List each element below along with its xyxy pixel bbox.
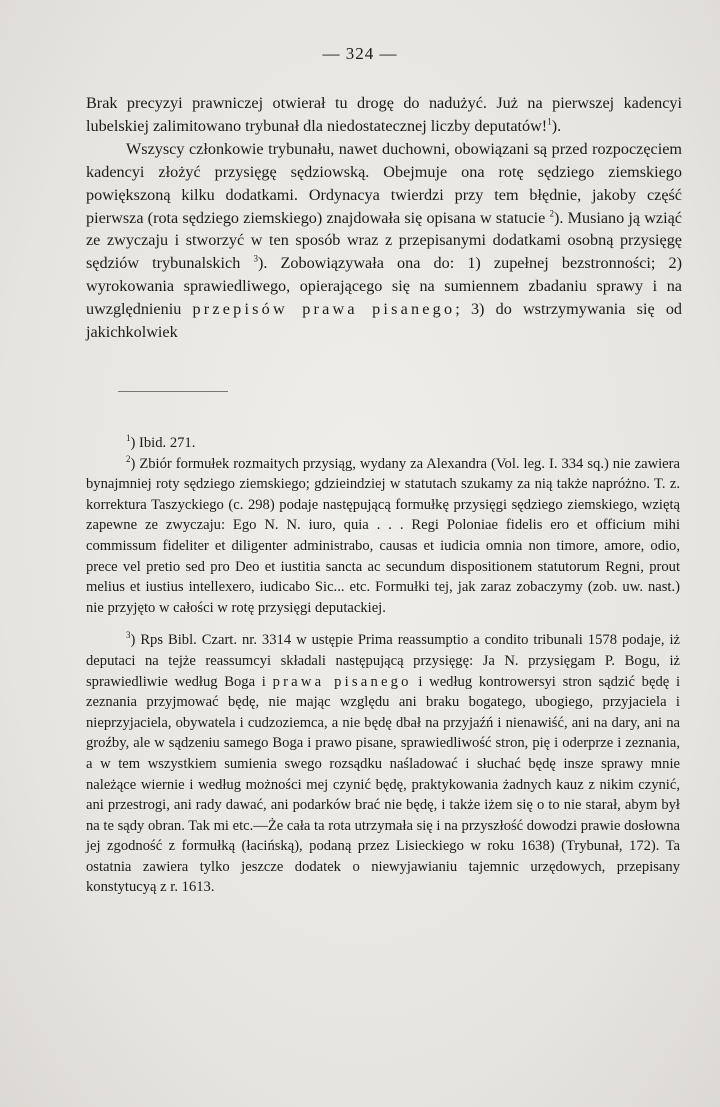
- footnote-1-text: ) Ibid. 271.: [130, 435, 196, 451]
- footnote-divider: [118, 391, 228, 392]
- footnote-1-mark: 1: [126, 433, 131, 444]
- footnote-3-spaced: prawa pisanego: [272, 673, 412, 690]
- footnote-2-text: ) Zbiór formułek rozmaitych przysiąg, wydany za Alexandra (Vol. leg. I. 334 sq.) nie zawiera bynajmniej roty sędziego ziemskiego; gdzieindziej w statutach szukamy za nią także napróżno. T. z. korrektura Taszyckiego (c. 298) podaje następującą formułkę przysięgi sędziego ziemskiego, wziętą zapewne ze zwyczaju: Ego N. N. iuro, quia . . . Regi Poloniae fidelis ero et officium mihi commissum fideliter et diligenter administrabo, causas et iudicia omnia non timore, amore, odio, prece vel pretio sed pro Deo et iustitia sancta ac secundum dispositionem statutorum Regni, prout melius et iustius intellexero, iudicabo Sic... etc. Formułki tej, jak zaraz zobaczymy (zob. uw. nast.) nie przyjęto w całości w rotę przysięgi deputackiej.: [86, 455, 680, 616]
- footnote-3-mark: 3: [126, 630, 131, 641]
- paragraph-2-part-d: ; 3) do wstrzymywania się od jakichkolwiek: [86, 300, 683, 342]
- footnote-ref-1: 1: [547, 116, 552, 127]
- paragraph-1-end: ).: [551, 116, 562, 135]
- footnote-3-part-b: i według kontrowersyi stron sądzić będę i zeznania przyjmować będę, nie mając względu ani braku bogatego, ubogiego, przyjaciela i nieprzyjaciela, obywatela i cudzoziemca, a nie będę dbał na przyjaźń i nienawiść, ani na dary, ani na groźby, ale w sądzeniu samego Boga i prawo pisane, sprawiedliwość stron, pię i oderprze i zeznania, a w tem wszystkiem sumienia swego rozsądku naśladować i słuchać będę insze sprawy mnie należące wiernie i według możności mej czynić będę, praktykowania żadnych kauz z nikim czynić, ani przestrogi, ani rady dawać, ani podarków brać nie będę, i także iżem się o to nie starał, abym był na te sądy obran. Tak mi etc.—Że cała ta rota utrzymała się i na przyszłość dowodzi prawie dosłowna jej zgodność z formułką (łacińską), podaną przez Lisieckiego w roku 1638) (Trybunał, 172). Ta ostatnia zawiera tylko jeszcze dodatek o niewyjawianiu tajemnic urzędowych, przepisany konstytucyą z r. 1613.: [86, 673, 681, 896]
- paragraph-1-text: Brak precyzyi prawniczej otwierał tu drogę do nadużyć. Już na pierwszej kadencyi lubelskiej zalimitowano trybunał dla niedostatecznej liczby deputatów!: [86, 94, 682, 135]
- main-text: [86, 92, 682, 344]
- footnote-ref-3: 3: [253, 253, 258, 264]
- footnote-3: [86, 630, 680, 898]
- footnotes: [86, 433, 680, 898]
- footnote-2: [86, 454, 680, 619]
- paragraph-2-part-b: ). Musiano ją wziąć ze zwyczaju i stworzyć w ten sposób wraz z przepisanymi dodatkami osobną przysięgę sędziów trybunalskich: [86, 208, 682, 273]
- footnote-1: [86, 433, 680, 454]
- footnote-2-mark: 2: [126, 453, 131, 464]
- footnote-ref-2: 2: [549, 208, 554, 219]
- paragraph-1: [86, 92, 682, 138]
- page-number: — 324 —: [322, 44, 398, 63]
- spaced-emphasis: przepisów prawa pisanego: [192, 300, 456, 319]
- paragraph-2-part-a: Wszyscy członkowie trybunału, nawet duchowni, obowiązani są przed rozpoczęciem kadencyi złożyć przysięgę sędziowską. Obejmuje ona rotę sędziego ziemskiego powiększoną kilku dodatkami. Ordynacya twierdzi przy tem błędnie, jakoby część pierwsza (rota sędziego ziemskiego) znajdowała się opisana w statucie: [86, 139, 682, 227]
- paragraph-2-part-c: ). Zobowiązywała ona do: 1) zupełnej bezstronności; 2) wyrokowania sprawiedliwego, opierającego się na sumiennem zbadaniu sprawy i na uwzględnieniu: [86, 254, 683, 319]
- footnote-3-part-a: ) Rps Bibl. Czart. nr. 3314 w ustępie Prima reassumptio a condito tribunali 1578 podaje, iż deputaci na tejże reassumcyi składali następującą przysięgę: Ja N. przysięgam P. Bogu, iż sprawiedliwie według Boga i: [86, 632, 680, 690]
- paragraph-2: [86, 138, 682, 344]
